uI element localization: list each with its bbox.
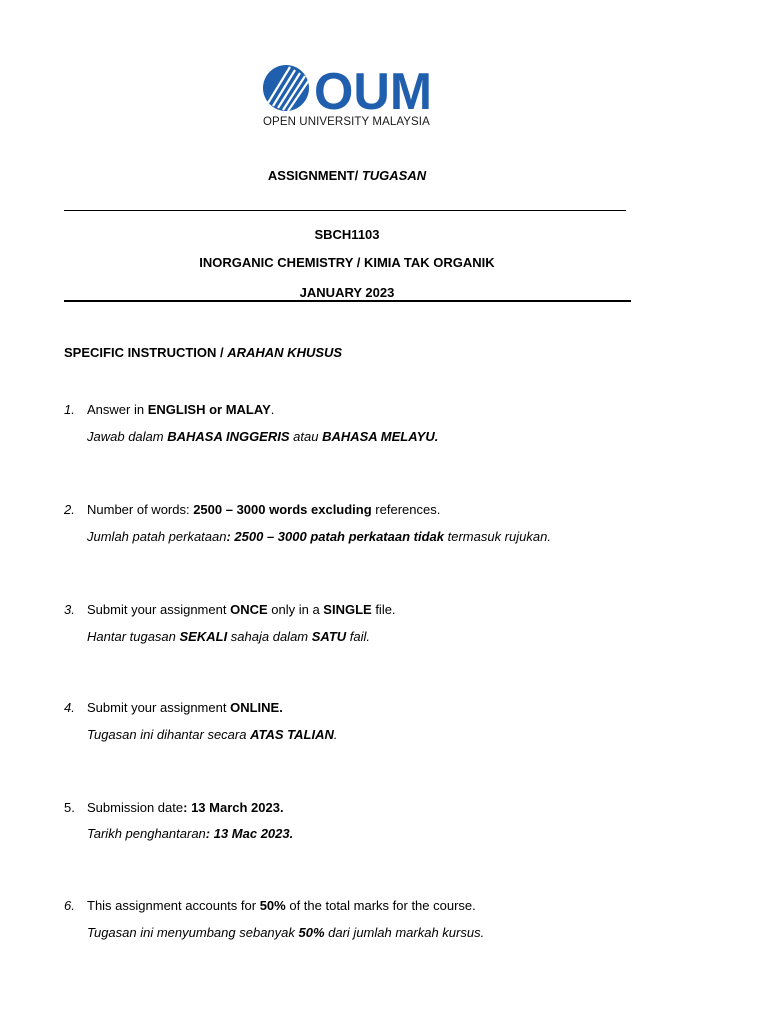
instructions-heading: SPECIFIC INSTRUCTION / ARAHAN KHUSUS: [64, 345, 343, 360]
item-number: 6.: [64, 898, 75, 913]
instruction-5-en: Submission date: 13 March 2023.: [87, 800, 284, 815]
item-number: 5.: [64, 800, 75, 815]
logo-subtitle: OPEN UNIVERSITY MALAYSIA: [263, 116, 430, 128]
oum-logo-mark: [262, 63, 434, 113]
instruction-2-ms: Jumlah patah perkataan: 2500 – 3000 patah perkataan tidak termasuk rujukan.: [87, 529, 551, 544]
oum-logo: [262, 63, 434, 129]
item-number: 2.: [64, 502, 75, 517]
oum-wordmark: OUM: [314, 63, 432, 113]
instruction-6-en: This assignment accounts for 50% of the total marks for the course.: [87, 898, 476, 913]
instruction-1-en: Answer in ENGLISH or MALAY.: [87, 402, 275, 417]
instruction-5-ms: Tarikh penghantaran: 13 Mac 2023.: [87, 826, 294, 841]
divider-top: [64, 210, 626, 211]
course-code: SBCH1103: [314, 227, 380, 242]
assignment-title: ASSIGNMENT/ TUGASAN: [267, 168, 427, 183]
instruction-3-ms: Hantar tugasan SEKALI sahaja dalam SATU fail.: [87, 629, 371, 644]
instruction-3-en: Submit your assignment ONCE only in a SINGLE file.: [87, 602, 396, 617]
item-number: 3.: [64, 602, 75, 617]
divider-bottom: [64, 300, 631, 302]
instruction-2-en: Number of words: 2500 – 3000 words excluding references.: [87, 502, 441, 517]
instruction-4-en: Submit your assignment ONLINE.: [87, 700, 283, 715]
instruction-6-ms: Tugasan ini menyumbang sebanyak 50% dari jumlah markah kursus.: [87, 925, 485, 940]
instruction-4-ms: Tugasan ini dihantar secara ATAS TALIAN.: [87, 727, 338, 742]
item-number: 1.: [64, 402, 75, 417]
item-number: 4.: [64, 700, 75, 715]
semester: JANUARY 2023: [299, 285, 395, 300]
instruction-1-ms: Jawab dalam BAHASA INGGERIS atau BAHASA MELAYU.: [87, 429, 439, 444]
course-title: INORGANIC CHEMISTRY / KIMIA TAK ORGANIK: [199, 255, 495, 270]
